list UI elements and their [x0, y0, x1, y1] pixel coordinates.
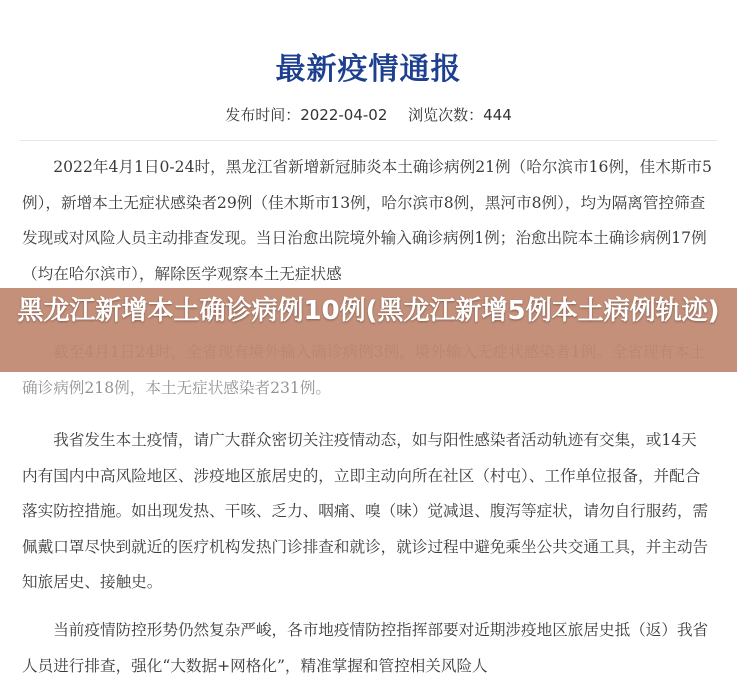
article-meta — [0, 104, 737, 125]
paragraph-control-measures: 当前疫情防控形势仍然复杂严峻，各市地疫情防控指挥部要对近期涉疫地区旅居史抵（返）我省人员进行排查，强化“大数据+网格化”，精准掌握和管控相关风险人 — [22, 621, 709, 675]
paragraph-case-summary: 2022年4月1日0-24时，黑龙江省新增新冠肺炎本土确诊病例21例（哈尔滨市16例，佳木斯市5例），新增本土无症状感染者29例（佳木斯市13例，哈尔滨市8例，黑河市8例），均为隔离管控筛查发现或对风险人员主动排查发现。当日治愈出院境外输入确诊病例1例；治愈出院本土确诊病例17例（均在哈尔滨市），解除医学观察本土无症状感 — [22, 158, 712, 283]
paragraph-current-cases-text: 确诊病例218例，本土无症状感染者231例。 — [22, 378, 332, 397]
title-divider — [20, 140, 717, 141]
paragraph-public-advice: 我省发生本土疫情，请广大群众密切关注疫情动态，如与阳性感染者活动轨迹有交集，或14天内有国内中高风险地区、涉疫地区旅居史的，立即主动向所在社区（村屯）、工作单位报备，并配合落实防控措施。如出现发热、干咳、乏力、咽痛、嗅（味）觉减退、腹泻等症状，请勿自行服药，需佩戴口罩尽快到就近的医疗机构发热门诊排查和就诊，就诊过程中避免乘坐公共交通工具，并主动告知旅居史、接触史。 — [22, 431, 709, 591]
view-count: 浏览次数：444 — [408, 106, 512, 124]
publish-date: 发布时间：2022-04-02 — [225, 106, 388, 124]
page-title: 最新疫情通报 — [275, 52, 462, 87]
overlay-headline: 黑龙江新增本土确诊病例10例(黑龙江新增5例本土病例轨迹) — [17, 296, 720, 326]
